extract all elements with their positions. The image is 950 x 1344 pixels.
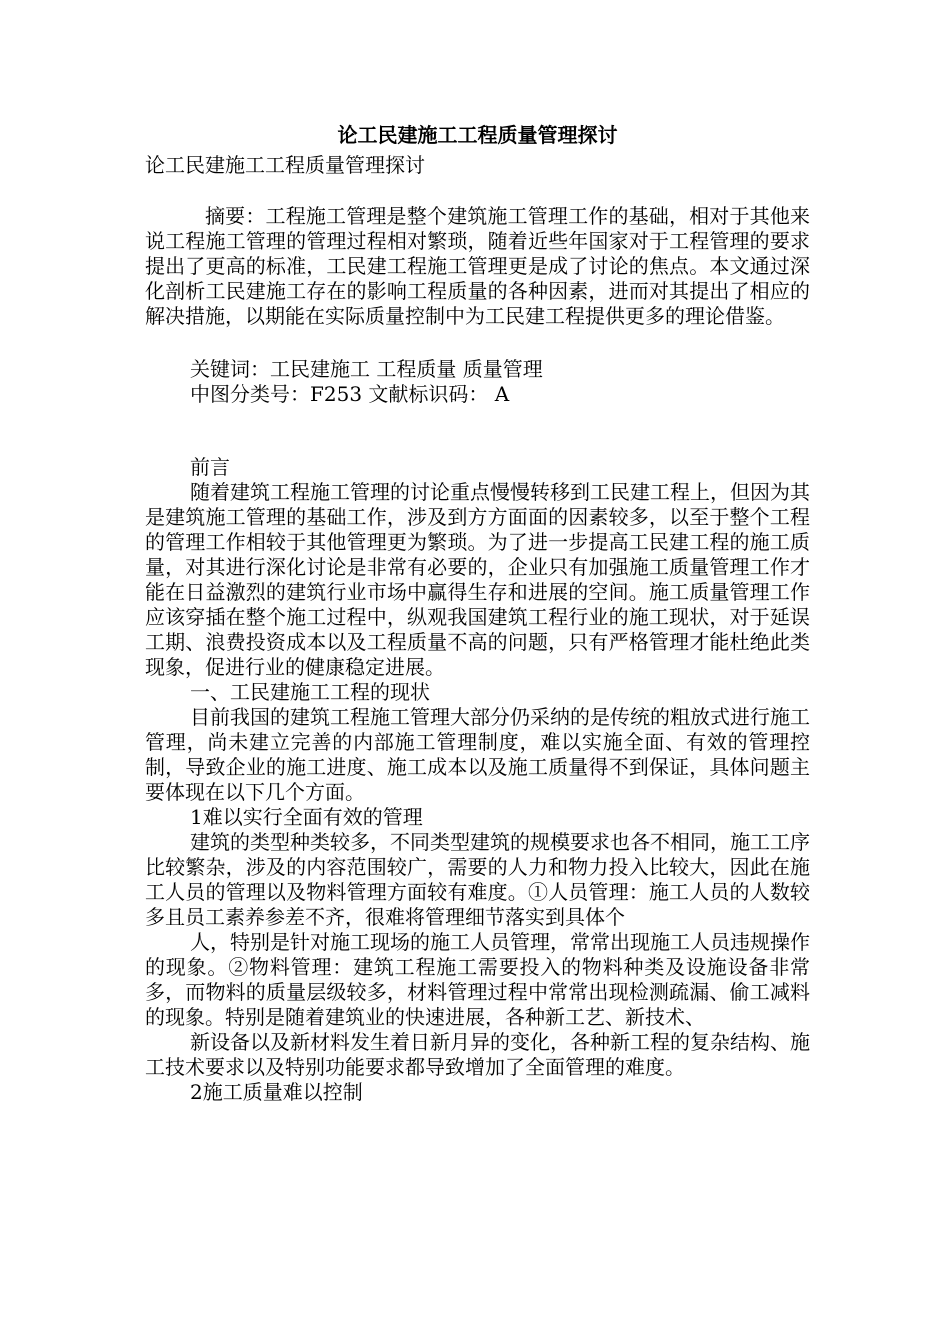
subsection-1-paragraph-c: 新设备以及新材料发生着日新月异的变化，各种新工程的复杂结构、施工技术要求以及特别功能要求都导致增加了全面管理的难度。 — [145, 1030, 810, 1079]
section-1-heading: 一、工民建施工工程的现状 — [190, 680, 430, 704]
subsection-1-heading: 1难以实行全面有效的管理 — [190, 805, 423, 829]
spacer — [145, 329, 810, 357]
classification-line: 中图分类号：F253 文献标识码： A — [190, 382, 510, 406]
document-subtitle: 论工民建施工工程质量管理探讨 — [145, 153, 425, 177]
preface-heading: 前言 — [190, 455, 230, 479]
preface-paragraph: 随着建筑工程施工管理的讨论重点慢慢转移到工民建工程上，但因为其是建筑施工管理的基础工作，涉及到方方面面的因素较多，以至于整个工程的管理工作相较于其他管理更为繁琐。为了进一步提高工民建工程的施工质量，对其进行深化讨论是非常有必要的，企业只有加强施工质量管理工作才能在日益激烈的建筑行业市场中赢得生存和进展的空间。施工质量管理工作应该穿插在整个施工过程中，纵观我国建筑工程行业的施工现状，对于延误工期、浪费投资成本以及工程质量不高的问题，只有严格管理才能杜绝此类现象，促进行业的健康稳定进展。 — [145, 480, 810, 679]
spacer — [145, 180, 810, 204]
abstract-paragraph: 摘要：工程施工管理是整个建筑施工管理工作的基础，相对于其他来说工程施工管理的管理过程相对繁琐，随着近些年国家对于工程管理的要求提出了更高的标准，工民建工程施工管理更是成了讨论的焦点。本文通过深化剖析工民建施工存在的影响工程质量的各种因素，进而对其提出了相应的解决措施，以期能在实际质量控制中为工民建工程提供更多的理论借鉴。 — [145, 204, 810, 328]
subsection-2-heading: 2施工质量难以控制 — [190, 1080, 363, 1104]
subsection-1-paragraph-b: 人，特别是针对施工现场的施工人员管理，常常出现施工人员违规操作的现象。②物料管理：建筑工程施工需要投入的物料种类及设施设备非常多，而物料的质量层级较多，材料管理过程中常常出现检测疏漏、偷工减料的现象。特别是随着建筑业的快速进展，各种新工艺、新技术、 — [145, 930, 810, 1029]
document-title: 论工民建施工工程质量管理探讨 — [337, 123, 618, 147]
section-1-paragraph: 目前我国的建筑工程施工管理大部分仍采纳的是传统的粗放式进行施工管理，尚未建立完善的内部施工管理制度，难以实施全面、有效的管理控制，导致企业的施工进度、施工成本以及施工质量得不到保证，具体问题主要体现在以下几个方面。 — [145, 705, 810, 804]
keywords-line: 关键词：工民建施工 工程质量 质量管理 — [190, 357, 543, 381]
document-page — [145, 120, 810, 1105]
spacer — [145, 407, 810, 455]
subsection-1-paragraph-a: 建筑的类型种类较多，不同类型建筑的规模要求也各不相同，施工工序比较繁杂，涉及的内容范围较广，需要的人力和物力投入比较大，因此在施工人员的管理以及物料管理方面较有难度。①人员管理：施工人员的人数较多且员工素养参差不齐，很难将管理细节落实到具体个 — [145, 830, 810, 929]
